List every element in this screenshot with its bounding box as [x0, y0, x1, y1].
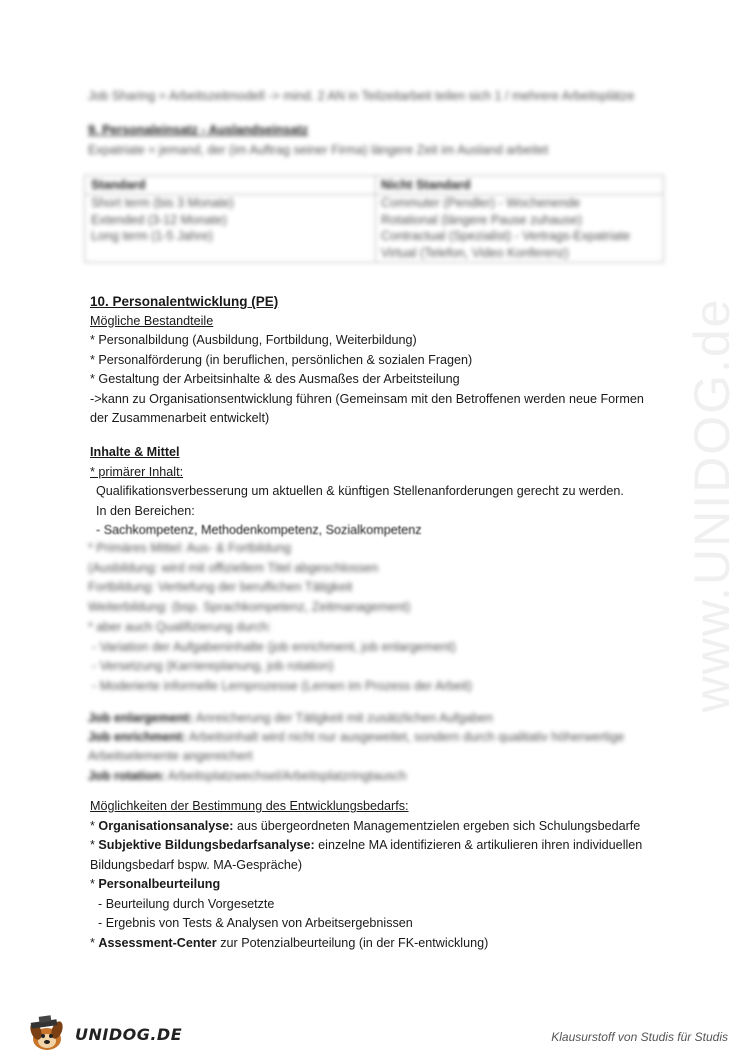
bullet: * — [90, 877, 99, 891]
bullet: * — [90, 818, 99, 833]
term: Organisationsanalyse: — [98, 818, 234, 833]
inhalte-heading: Inhalte & Mittel — [90, 445, 180, 459]
competence-line: - Sachkompetenz, Methodenkompetenz, Sozialkompetenz — [96, 523, 422, 537]
term-text: einzelne MA identifizieren & artikulieren ihren individuellen — [314, 838, 643, 852]
term: Job enlargement: — [88, 711, 193, 725]
table-cell: Short term (bis 3 Monate) — [91, 196, 234, 210]
job-sharing-line: Job Sharing = Arbeitszeitmodell -> mind. 2 AN in Teilzeitarbeit teilen sich 1 / mehrere Arbeitsplätze — [88, 89, 635, 103]
table-header-nicht-standard: Nicht Standard — [375, 176, 663, 195]
term: Subjektive Bildungsbedarfsanalyse: — [98, 838, 315, 852]
section-title: 10. Personalentwicklung (PE) — [90, 294, 279, 309]
blurred-term-row — [88, 710, 493, 726]
blurred-line: Fortbildung: Vertiefung der beruflichen Tätigkeit — [88, 580, 353, 594]
blurred-line: * Primäres Mittel: Aus- & Fortbildung — [88, 541, 291, 555]
term-text: Anreicherung der Tätigkeit mit zusätzlichen Aufgaben — [192, 711, 494, 725]
term-text: Arbeitsinhalt wird nicht nur ausgeweitet, sondern durch qualitativ höherwertige — [185, 730, 625, 744]
blurred-line: - Moderierte informelle Lernprozesse (Lernen im Prozess der Arbeit) — [92, 679, 473, 693]
conclusion-line: der Zusammenarbeit entwickelt) — [90, 411, 270, 425]
table-col-nicht-standard — [375, 176, 663, 262]
blurred-line: Weiterbildung: (bsp. Sprachkompetenz, Zeitmanagement) — [88, 600, 411, 614]
section-inhalte-mittel — [90, 443, 665, 541]
expatriate-table — [84, 175, 664, 263]
table-col-standard — [85, 176, 376, 262]
unidog-logo[interactable] — [25, 1013, 183, 1055]
list-item — [90, 875, 665, 895]
term: Assessment-Center — [98, 935, 217, 950]
blurred-line: - Versetzung (Karriereplanung, job rotation) — [92, 659, 334, 673]
term-text: Arbeitsplatzwechsel/Arbeitsplatzringtausch — [164, 769, 407, 783]
bullet: * — [90, 935, 99, 950]
table-header-standard: Standard — [85, 176, 375, 195]
table-cell: Extended (3-12 Monate) — [91, 212, 227, 227]
table-cell: Contractual (Spezialist) - Vertrags-Expatriate — [381, 229, 631, 243]
section-subtitle: Mögliche Bestandteile — [90, 313, 214, 328]
sub-item: - Ergebnis von Tests & Analysen von Arbeitsergebnissen — [98, 916, 413, 930]
table-cell: Virtual (Telefon, Video Konferenz) — [381, 245, 569, 260]
table-cell: Commuter (Pendler) - Wochenende — [381, 196, 581, 210]
logo-text: UNIDOG.DE — [75, 1025, 183, 1044]
term-text: aus übergeordneten Managementzielen ergeben sich Schulungsbedarfe — [233, 818, 641, 833]
bedarf-heading: Möglichkeiten der Bestimmung des Entwicklungsbedarfs: — [90, 799, 409, 813]
table-cell: Long term (1-5 Jahre) — [91, 229, 213, 243]
list-item — [90, 817, 665, 837]
footer-tagline: Klausurstoff von Studis für Studis — [551, 1030, 728, 1044]
section-personalentwicklung — [90, 292, 665, 429]
list-item-continuation: Bildungsbedarf bspw. MA-Gespräche) — [90, 857, 303, 872]
table-cell: Rotational (längere Pause zuhause) — [381, 212, 582, 227]
blurred-line: (Ausbildung: wird mit offiziellem Titel abgeschlossen — [88, 561, 379, 575]
primary-content-label: * primärer Inhalt: — [90, 464, 184, 479]
list-item: * Personalförderung (in beruflichen, persönlichen & sozialen Fragen) — [90, 352, 473, 367]
term: Personalbeurteilung — [98, 877, 221, 891]
blurred-line: * aber auch Qualifizierung durch: — [88, 620, 272, 634]
primary-content-text: Qualifikationsverbesserung um aktuellen & künftigen Stellenanforderungen gerecht zu werden. — [96, 484, 624, 498]
watermark: www.UNIDOG.de — [684, 297, 740, 713]
term: Job rotation: — [88, 769, 165, 783]
list-item: * Gestaltung der Arbeitsinhalte & des Ausmaßes der Arbeitsteilung — [90, 372, 460, 386]
list-item — [90, 836, 665, 856]
blurred-term-row — [88, 748, 253, 764]
term-text: Arbeitselemente angereichert — [88, 749, 253, 763]
blurred-term-row — [88, 768, 406, 784]
term: Job enrichment: — [88, 730, 186, 744]
areas-label: In den Bereichen: — [96, 503, 195, 518]
dog-mascot-icon — [25, 1013, 73, 1055]
sub-item: - Beurteilung durch Vorgesetzte — [98, 896, 275, 911]
term-text: zur Potenzialbeurteilung (in der FK-entwicklung) — [216, 935, 489, 950]
blurred-term-row — [88, 729, 624, 745]
expatriate-definition: Expatriate = jemand, der (im Auftrag seiner Firma) längere Zeit im Ausland arbeitet — [88, 143, 549, 157]
conclusion-line: ->kann zu Organisationsentwicklung führen (Gemeinsam mit den Betroffenen werden neue Formen — [90, 391, 644, 406]
section-entwicklungsbedarf — [90, 797, 665, 953]
section9-heading: 9. Personaleinsatz - Auslandseinsatz — [88, 123, 308, 137]
list-item — [90, 934, 665, 954]
bullet: * — [90, 838, 99, 852]
list-item: * Personalbildung (Ausbildung, Fortbildung, Weiterbildung) — [90, 333, 417, 347]
blurred-line: - Variation der Aufgabeninhalte (job enrichment, job enlargement) — [92, 640, 456, 654]
